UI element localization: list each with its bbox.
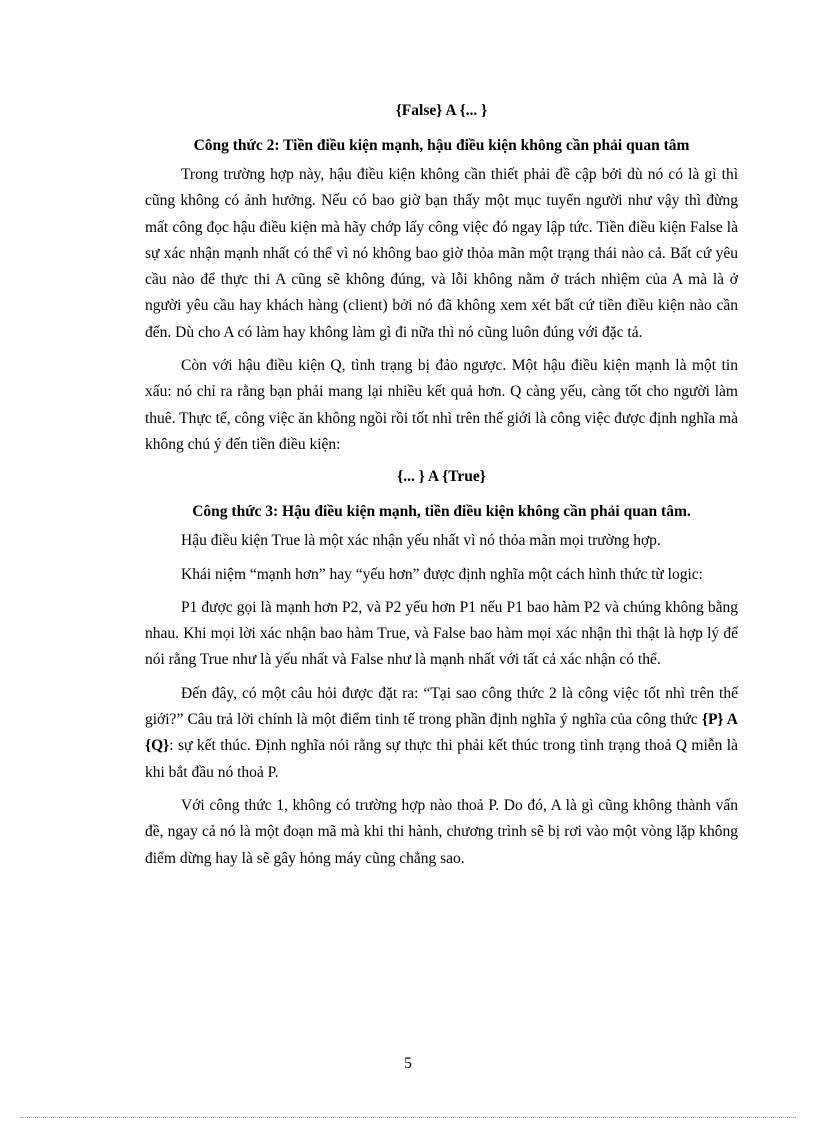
heading-formula-3: Công thức 3: Hậu điều kiện mạnh, tiền điều kiện không cần phải quan tâm. <box>192 503 691 521</box>
paragraph-6-text-end: : sự kết thúc. Định nghĩa nói rằng sự thực thi phải kết thúc trong tình trạng thoả Q miễn là khi bắt đầu nó thoả P. <box>145 737 738 781</box>
heading-formula-2: Công thức 2: Tiền điều kiện mạnh, hậu điều kiện không cần phải quan tâm <box>193 137 690 154</box>
paragraph-5: P1 được gọi là mạnh hơn P2, và P2 yếu hơn P1 nếu P1 bao hàm P2 và chúng không bằng nhau. Khi mọi lời xác nhận bao hàm True, và False bao hàm mọi xác nhận thì thật là hợp lý để nói rằng True như là yếu nhất và False như là mạnh nhất với tất cả xác nhận có thể. <box>145 598 738 669</box>
page-content <box>145 99 738 879</box>
paragraph-4: Khái niệm “mạnh hơn” hay “yếu hơn” được định nghĩa một cách hình thức từ logic: <box>181 565 703 583</box>
paragraph-6-formula: {P} A {Q} <box>145 711 738 755</box>
paragraph-6 <box>145 681 738 786</box>
page-number: 5 <box>404 1055 412 1072</box>
paragraph-1: Trong trường hợp này, hậu điều kiện không cần thiết phải đề cập bởi dù nó có là gì thì cũng không có ảnh hưởng. Nếu có bao giờ bạn thấy một mục tuyển người như vậy thì đừng mất công đọc hậu điều kiện mà hãy chớp lấy công việc đó ngay lập tức. Tiền điều kiện False là sự xác nhận mạnh nhất có thể vì nó không bao giờ thỏa mãn một trạng thái nào cả. Bất cứ yêu cầu nào để thực thi A cũng sẽ không đúng, và lỗi không nằm ở trách nhiệm của A mà là ở người yêu cầu hay khách hàng (client) bởi nó đã không xem xét bất cứ tiền điều kiện nào cần đến. Dù cho A có làm hay không làm gì đi nữa thì nó cũng luôn đúng với đặc tả. <box>145 166 738 341</box>
page-bottom-divider <box>20 1117 796 1118</box>
paragraph-2: Còn với hậu điều kiện Q, tình trạng bị đảo ngược. Một hậu điều kiện mạnh là một tin xấu: nó chỉ ra rằng bạn phải mang lại nhiều kết quả hơn. Q càng yếu, càng tốt cho người làm thuê. Thực tế, công việc ăn không ngồi rồi tốt nhì trên thế giới là công việc được định nghĩa mà không chú ý đến tiền điều kiện: <box>145 357 738 453</box>
paragraph-3: Hậu điều kiện True là một xác nhận yếu nhất vì nó thỏa mãn mọi trường hợp. <box>181 532 661 550</box>
formula-false-a: {False} A {... } <box>395 102 488 119</box>
paragraph-6-text-start: Đến đây, có một câu hỏi được đặt ra: “Tại sao công thức 2 là công việc tốt nhì trên thế giới?” Câu trả lời chính là một điểm tinh tế trong phần định nghĩa ý nghĩa của công thức <box>145 684 738 729</box>
formula-a-true: {... } A {True} <box>397 468 486 486</box>
paragraph-7: Với công thức 1, không có trường hợp nào thoả P. Do đó, A là gì cũng không thành vấn đề, ngay cả nó là một đoạn mã mà khi thi hành, chương trình sẽ bị rơi vào một vòng lặp không điểm dừng hay là sẽ gây hỏng máy cũng chẳng sao. <box>145 796 738 867</box>
